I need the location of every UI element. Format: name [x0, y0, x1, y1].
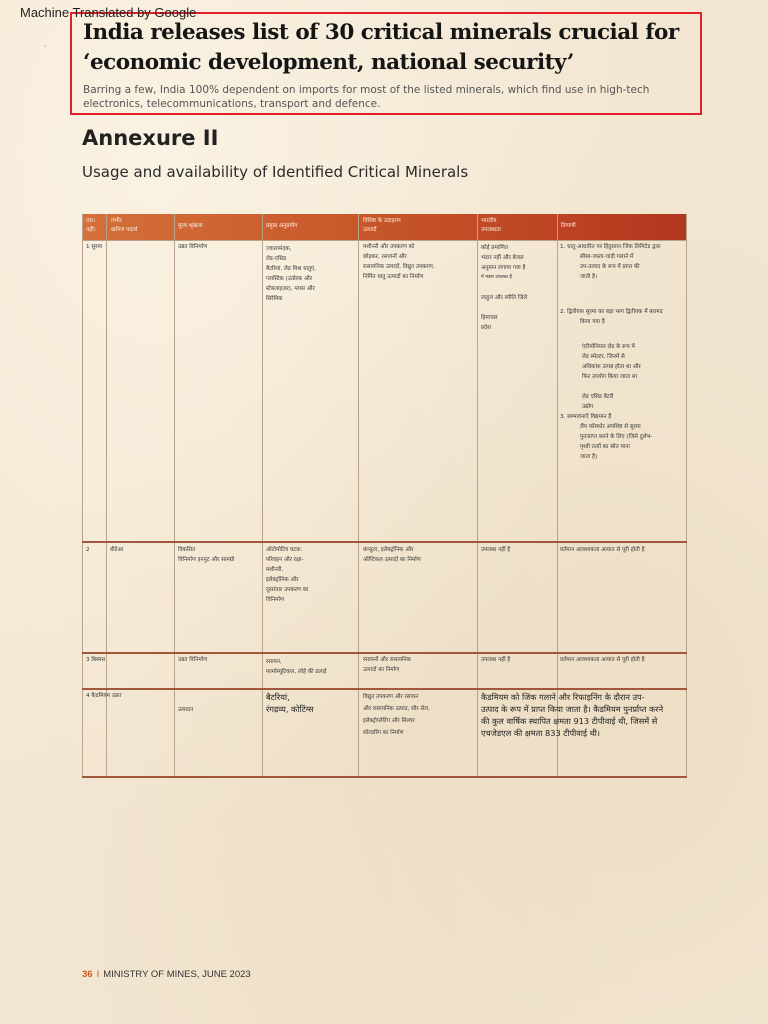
grid-line: [82, 240, 687, 241]
news-headline-line-2: ‘economic development, national security’: [83, 50, 574, 75]
row1-applications: [266, 244, 316, 304]
row3-remarks: वर्तमान आवश्यकता आयात से पूरी होती है: [560, 657, 645, 663]
text-line: जाती है।: [580, 274, 598, 280]
text-line: स्टेबलाइज़र), ग्लास और: [266, 286, 315, 292]
header-indian-availability: [481, 217, 501, 235]
row2-indian-availability: उपलब्ध नहीं है: [481, 547, 511, 553]
news-subheadline: Barring a few, India 100% dependent on imports for most of the listed minerals, which find use in high-tech electronics, telecommunications, transport and defence.: [83, 84, 650, 110]
text-line: [481, 303, 527, 313]
text-line: 3. सम्भावनाएँ विद्यमान हैं: [560, 414, 612, 420]
text-line: बैटरियां, लेड मिश्र धातुएं,: [266, 266, 317, 272]
text-line: उद्योग: [582, 404, 594, 410]
text-line: अधिकांश उत्पन्न होता था और: [582, 364, 641, 370]
grid-line: [686, 214, 687, 777]
text-line: जाता है): [580, 454, 598, 460]
text-line: पृथ्वी तत्वों का स्रोत माना: [580, 444, 630, 450]
text-line: प्लास्टिक (उत्प्रेरक और: [266, 276, 313, 282]
text-line: फार्मास्यूटिकल, लोहे की ढलाई: [266, 669, 327, 675]
row2-examples: [363, 545, 421, 565]
news-headline-line-1: India releases list of 30 critical minerals crucial for: [83, 20, 679, 45]
annexure-title: Annexure II: [82, 126, 219, 150]
text-line: भंडार नहीं और केवल: [481, 255, 524, 261]
header-sno-line-1: एस।: [86, 218, 95, 224]
header-sno: [86, 217, 96, 235]
spacer: [560, 282, 686, 307]
header-india-line-2: उपलब्धता: [481, 227, 501, 233]
footer-text: MINISTRY OF MINES, JUNE 2023: [103, 969, 251, 980]
text-line: कंप्यूटर, इलेक्ट्रॉनिक और: [363, 547, 414, 553]
text-line: उप-उत्पाद के रूप में प्राप्त की: [580, 264, 640, 270]
row3-sno: 3 बिस्मथ: [86, 657, 106, 663]
text-line: पुनःप्राप्त करने के लिए (जिसे दुर्लभ-: [580, 434, 653, 440]
news-highlight-box: [70, 12, 702, 115]
text-line: ऑटोमोटिव घटक:: [266, 547, 303, 553]
text-line: ऑप्टिकल उत्पादों का निर्माण: [363, 557, 421, 563]
text-line: और रासायनिक उत्पाद, सौर सेल,: [363, 706, 430, 712]
row2-sno: 2: [86, 547, 90, 553]
text-line: उत्पादों का निर्माण: [363, 667, 400, 673]
row3-value-chain: उन्नत विनिर्माण: [178, 657, 208, 663]
text-line: [481, 283, 527, 293]
header-india-line-1: भारतीय: [481, 218, 497, 224]
row4-examples: [363, 692, 430, 738]
row3-indian-availability: उपलब्ध नहीं है: [481, 657, 511, 663]
spacer: [560, 327, 686, 342]
header-remarks: टिप्पणी: [561, 223, 576, 229]
row3-applications: [266, 657, 327, 677]
text-line: विकसित: [178, 547, 196, 553]
row2-value-chain: [178, 545, 234, 565]
text-line: लैंप फॉस्फोर अपशिष्ट से सुरमा: [580, 424, 641, 430]
text-line: इलेक्ट्रोप्लेटिंग और सिल्वर: [363, 718, 415, 724]
text-line: फिर उपयोग किया जाता था: [582, 374, 637, 380]
table-bottom-border: [82, 776, 687, 778]
text-line: सोल्डरिंग का निर्माण: [363, 730, 404, 736]
grid-line: [174, 214, 175, 777]
text-line: में भंडार उपलब्ध हैं: [481, 275, 512, 280]
decorative-dot: ·: [44, 42, 47, 51]
text-line: विनिर्माण: [266, 597, 284, 603]
table-header-row: [82, 214, 687, 240]
text-line: की कुल वार्षिक स्थापित क्षमता 913 टीपीवाई थी, जिसमें से: [481, 716, 658, 726]
row4-sno: 4 कैडमियम उन्नत: [86, 693, 122, 699]
row-divider: [82, 652, 687, 654]
text-line: लाहुल और स्पीति जिले: [481, 295, 528, 301]
text-line: रसायनों और रासायनिक: [363, 657, 411, 663]
text-line: प्रदेश: [481, 325, 491, 331]
critical-minerals-table: [82, 214, 687, 777]
row-divider: [82, 688, 687, 690]
text-line: छोड़कर, रसायनों और: [363, 254, 407, 260]
row1-examples: [363, 242, 435, 282]
text-line: 2. द्वितीयक सुरमा का बड़ा भाग द्वितीयक में बरामद: [560, 309, 663, 315]
text-line: सिरेमिक: [266, 296, 283, 302]
header-value-chain: मूल्य श्रृंखला: [178, 223, 203, 229]
row1-value-chain: उन्नत विनिर्माण: [178, 244, 208, 250]
row2-remarks: वर्तमान आवश्यकता आयात से पूरी होती है: [560, 547, 645, 553]
row1-indian-availability: [481, 243, 527, 333]
text-line: परिवहन और रक्षा-: [266, 557, 304, 563]
row3-examples: [363, 655, 411, 675]
grid-line: [358, 214, 359, 777]
text-line: उत्पाद के रूप में प्राप्त किया जाता है। कैडमियम पुनर्प्राप्त करने: [481, 704, 664, 714]
row1-sno: 1 सुरमा: [86, 244, 103, 250]
text-line: ज्वालामंदक,: [266, 246, 292, 252]
header-examples-line-1: विशिष्ट के उदाहरण: [363, 218, 401, 224]
header-mineral: [111, 217, 137, 235]
text-line: निर्मित धातु उत्पादों का निर्माण: [363, 274, 424, 280]
grid-line: [477, 214, 478, 777]
text-line: किया गया है: [580, 319, 605, 325]
text-line: 1. धातु-आधारित पर हिंदुस्तान जिंक लिमिटेड द्वारा: [560, 244, 661, 250]
footer-separator: I: [96, 969, 100, 980]
text-line: एचजेडएल की क्षमता 833 टीपीवाई थी।: [481, 728, 601, 738]
row-divider: [82, 541, 687, 543]
row2-mineral: बीटेआ: [110, 547, 124, 553]
text-line: विद्युत उपकरण और रसायन: [363, 694, 419, 700]
text-line: हिमाचल: [481, 315, 498, 321]
text-line: बैटरियां,: [266, 692, 290, 702]
header-mineral-line-2: खनिज पदार्थ: [111, 227, 138, 233]
text-line: विनिर्माण इनपुट और सामग्री: [178, 557, 235, 563]
text-line: लेड स्मेल्टर, जिनमें से: [582, 354, 625, 360]
text-line: इलेक्ट्रॉनिक और: [266, 577, 299, 583]
spacer: [560, 382, 686, 392]
text-line: मशीनरी,: [266, 567, 284, 573]
row2-applications: [266, 545, 309, 605]
text-line: कैडमियम को जिंक गलाने और रिफाइनिंग के दौरान उप-: [481, 692, 645, 702]
page-number: 36: [82, 969, 93, 980]
row4-availability-remarks: [481, 691, 686, 739]
page-footer: [82, 969, 251, 980]
text-line: लेड एसिड बैटरी: [582, 394, 614, 400]
text-line: दूरसंचार उपकरण का: [266, 587, 309, 593]
row1-remarks: [560, 242, 686, 462]
header-sno-line-2: नहीं।: [86, 227, 96, 233]
text-line: रासायनिक उत्पादों, विद्युत उपकरण,: [363, 264, 435, 270]
text-line: एंटीमोनियल लेड के रूप में: [582, 344, 635, 350]
text-line: रंगद्रव्य, कोटिंग्स: [266, 704, 314, 714]
text-line: अनुमान लगाया गया है: [481, 265, 526, 271]
row4-applications: [266, 691, 314, 715]
text-line: रसायन,: [266, 659, 282, 665]
row4-value-chain: उत्पादन: [178, 707, 194, 713]
header-applications: प्रमुख अनुप्रयोग: [266, 223, 298, 229]
header-examples: [363, 217, 401, 235]
grid-line: [82, 214, 83, 777]
grid-line: [262, 214, 263, 777]
header-examples-line-2: उत्पादों: [363, 227, 377, 233]
machine-translated-label: Machine Translated by Google: [20, 5, 197, 20]
annexure-subtitle: Usage and availability of Identified Critical Minerals: [82, 163, 469, 181]
text-line: लेड-एसिड: [266, 256, 287, 262]
text-line: सीसा-जस्ता-चांदी गलाने में: [580, 254, 634, 260]
header-mineral-line-1: गंभीर: [111, 218, 122, 224]
text-line: मशीनरी और उपकरण को: [363, 244, 415, 250]
text-line: कोई प्रमाणित: [481, 245, 508, 251]
